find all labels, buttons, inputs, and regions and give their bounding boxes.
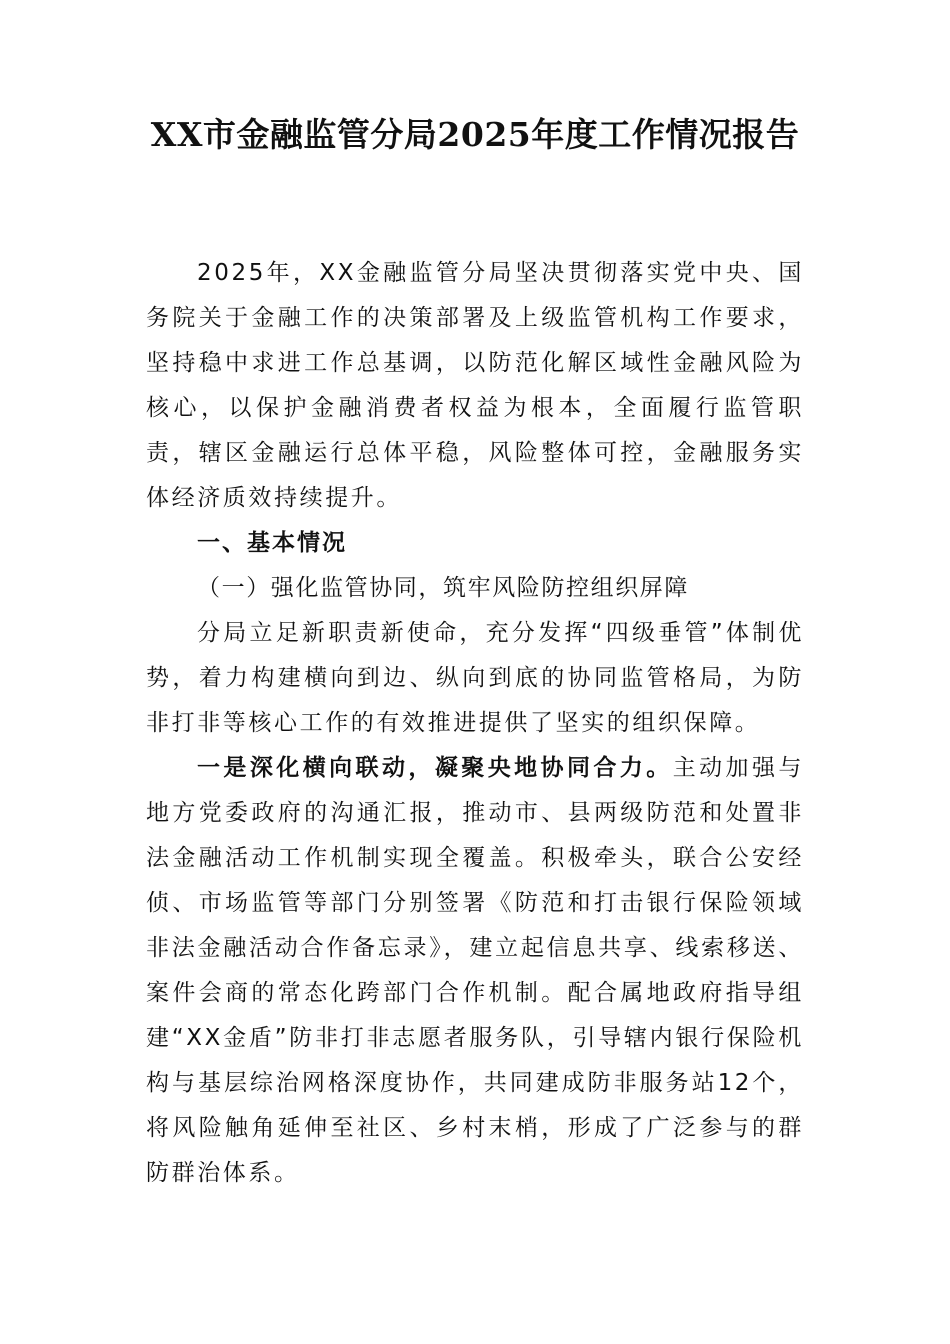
point-1-paragraph	[146, 746, 804, 1196]
subsection-heading-1: （一）强化监管协同，筑牢风险防控组织屏障	[197, 575, 689, 601]
document-body	[146, 251, 804, 1196]
point-1-body: 主动加强与地方党委政府的沟通汇报，推动市、县两级防范和处置非法金融活动工作机制实现全覆盖。积极牵头，联合公安经侦、市场监管等部门分别签署《防范和打击银行保险领域非法金融活动合作备忘录》，建立起信息共享、线索移送、案件会商的常态化跨部门合作机制。配合属地政府指导组建“XX金盾”防非打非志愿者服务队，引导辖内银行保险机构与基层综治网格深度协作，共同建成防非服务站12个，将风险触角延伸至社区、乡村末梢，形成了广泛参与的群防群治体系。	[146, 755, 804, 1186]
subsection-1-paragraph: 分局立足新职责新使命，充分发挥“四级垂管”体制优势，着力构建横向到边、纵向到底的协同监管格局，为防非打非等核心工作的有效推进提供了坚实的组织保障。	[146, 620, 804, 736]
document-title: XX市金融监管分局2025年度工作情况报告	[150, 115, 800, 154]
section-heading-basic-situation: 一、基本情况	[197, 530, 347, 556]
point-1-lead: 一是深化横向联动，凝聚央地协同合力。	[197, 755, 673, 781]
intro-paragraph: 2025年，XX金融监管分局坚决贯彻落实党中央、国务院关于金融工作的决策部署及上级监管机构工作要求，坚持稳中求进工作总基调，以防范化解区域性金融风险为核心，以保护金融消费者权益为根本，全面履行监管职责，辖区金融运行总体平稳，风险整体可控，金融服务实体经济质效持续提升。	[146, 260, 804, 511]
